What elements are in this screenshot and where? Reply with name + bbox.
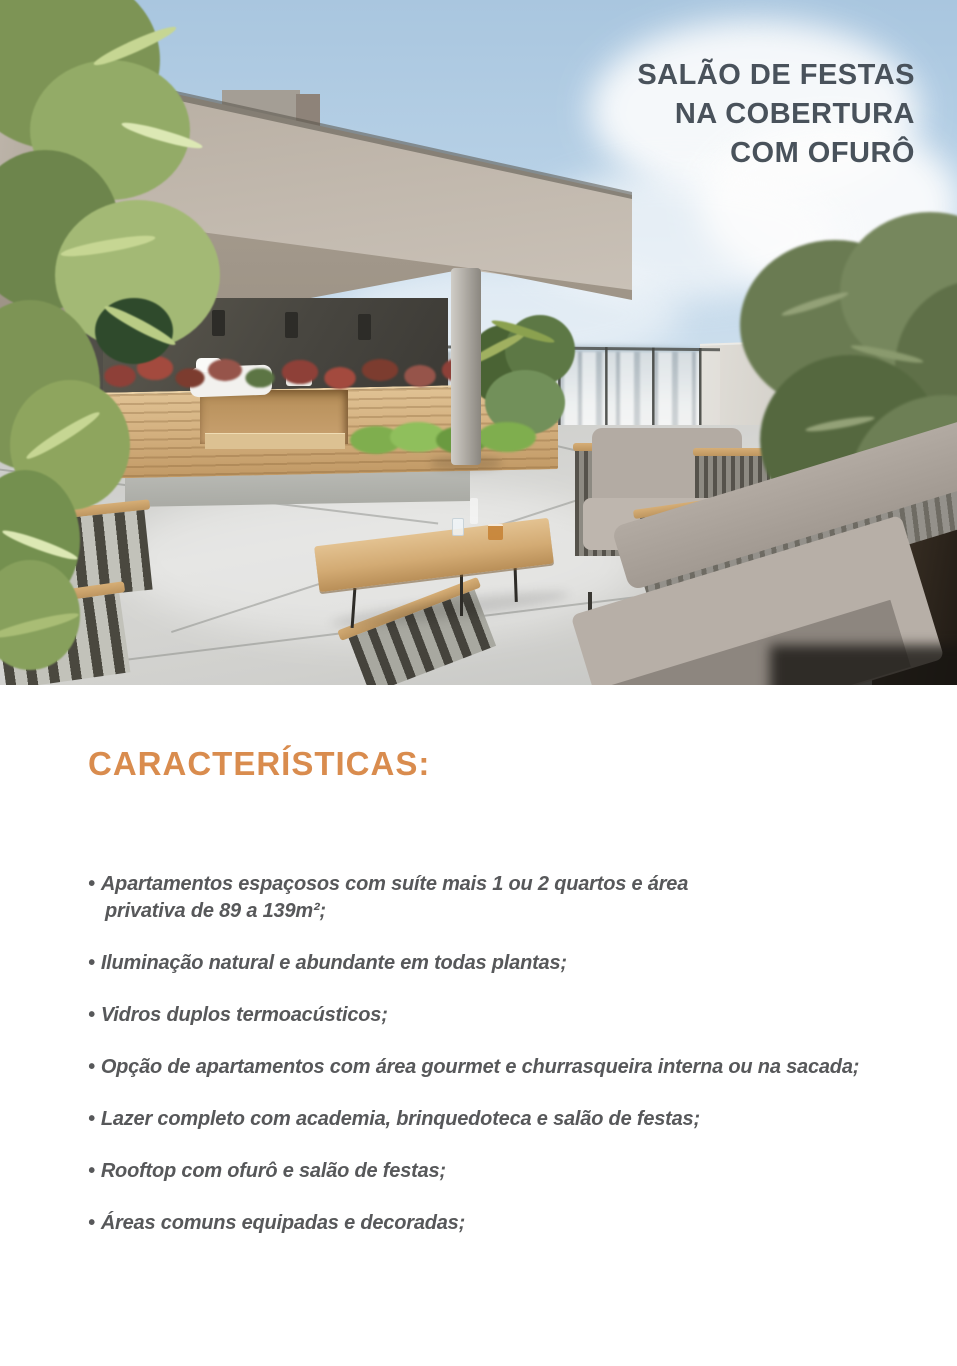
features-list [88,871,908,1262]
bullet-dot: • [88,1212,95,1234]
feature-item [88,1002,908,1029]
features-heading: CARACTERÍSTICAS: [88,745,431,782]
feature-item [88,950,908,977]
tall-glass [470,498,478,524]
hero-title-line: COM OFURÔ [730,137,915,169]
feature-item [88,1158,908,1185]
table-leg [460,572,463,616]
whisky-glass [488,524,503,540]
feature-item [88,1106,908,1133]
hero-title [637,56,915,173]
bullet-dot: • [88,1160,95,1182]
hero-title-line: SALÃO DE FESTAS [637,59,915,91]
feature-text: Áreas comuns equipadas e decoradas; [100,1212,466,1234]
feature-text: Rooftop com ofurô e salão de festas; [100,1160,446,1182]
feature-item [88,1210,908,1237]
feature-item [88,871,690,925]
bullet-dot: • [88,873,95,895]
foreground-plant [0,0,240,685]
bullet-dot: • [88,1056,95,1078]
feature-text: Iluminação natural e abundante em todas plantas; [100,952,567,974]
corner-shadow [770,645,957,685]
bullet-dot: • [88,952,95,974]
hero-title-line: NA COBERTURA [674,98,915,130]
feature-text: Opção de apartamentos com área gourmet e churrasqueira interna ou na sacada; [100,1056,860,1078]
feature-text: Apartamentos espaçosos com suíte mais 1 ou 2 quartos e área privativa de 89 a 139m²; [100,873,689,922]
features-section [0,685,957,1366]
feature-text: Lazer completo com academia, brinquedoteca e salão de festas; [100,1108,700,1130]
feature-text: Vidros duplos termoacústicos; [100,1004,388,1026]
water-glass [452,518,464,536]
bullet-dot: • [88,1108,95,1130]
bullet-dot: • [88,1004,95,1026]
feature-item [88,1054,908,1081]
